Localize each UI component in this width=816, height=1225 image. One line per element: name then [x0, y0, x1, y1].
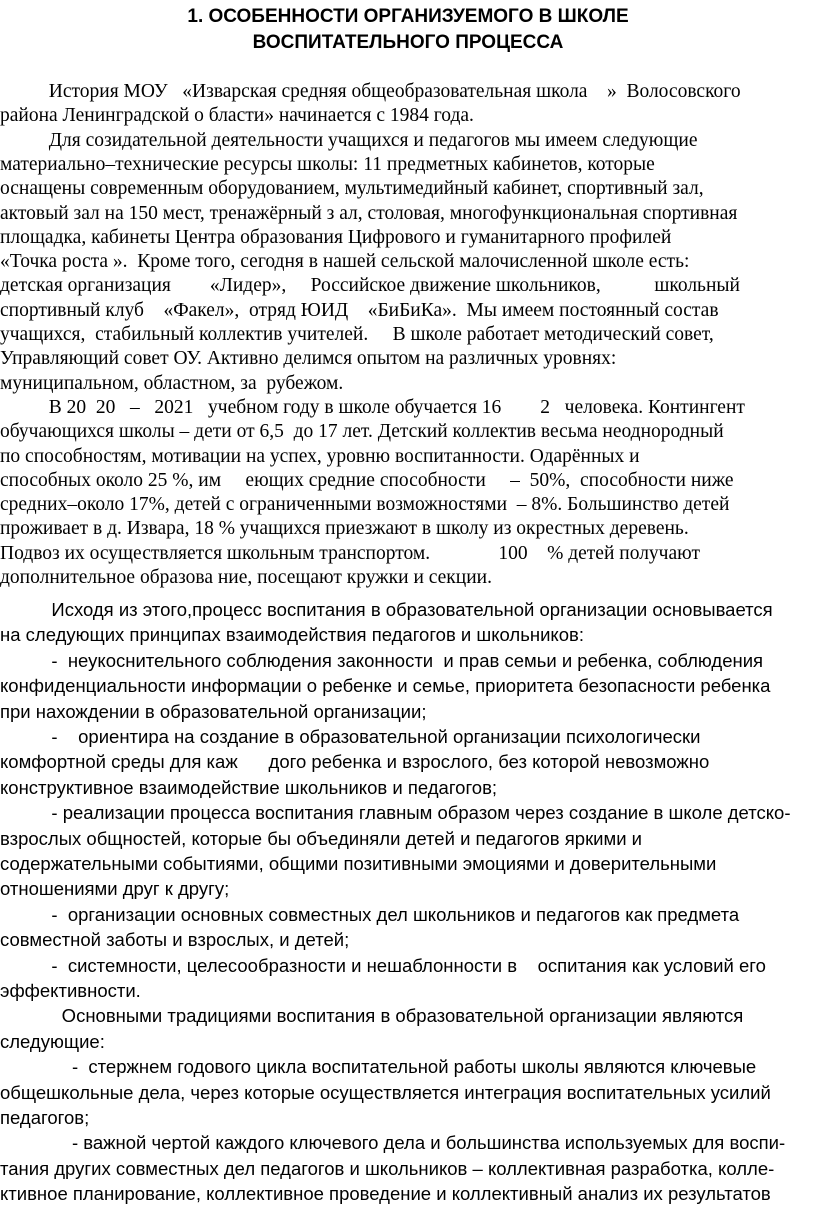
text-line: совместной заботы и взрослых, и детей; [0, 929, 350, 951]
text-line: комфортной среды для каж дого ребенка и взрослого, без которой невозможно [0, 751, 710, 773]
text-line: детская организация «Лидер», Российское движение школьников, школьный [0, 275, 740, 297]
text-line: Управляющий совет ОУ. Активно делимся опытом на различных уровнях: [0, 348, 617, 370]
text-line: обучающихся школы – дети от 6,5 до 17 лет. Детский коллектив весьма неоднородный [0, 421, 724, 443]
text-line: района Ленинградской о бласти» начинается с 1984 года. [0, 105, 474, 127]
text-line: - системности, целесообразности и нешаблонности в оспитания как условий его [0, 954, 766, 976]
text-line: муниципальном, областном, за рубежом. [0, 372, 344, 394]
text-line: Для созидательной деятельности учащихся и педагогов мы имеем следующие [0, 129, 698, 151]
text-line: - организации основных совместных дел школьников и педагогов как предмета [0, 903, 740, 925]
text-line: тания других совместных дел педагогов и школьников – коллективная разработка, колле- [0, 1157, 775, 1179]
text-line: ктивное планирование, коллективное проведение и коллективный анализ их результатов [0, 1183, 771, 1205]
text-line: «Точка роста ». Кроме того, сегодня в нашей сельской малочисленной школе есть: [0, 251, 690, 273]
text-line: - важной чертой каждого ключевого дела и большинства используемых для воспи- [0, 1132, 786, 1154]
text-line: оснащены современным оборудованием, мультимедийный кабинет, спортивный зал, [0, 178, 704, 200]
text-line: - ориентира на создание в образовательной организации психологически [0, 726, 701, 747]
text-line: конфиденциальности информации о ребенке и семье, приоритета безопасности ребенка [0, 675, 771, 697]
text-line: содержательными событиями, общими позитивными эмоциями и доверительными [0, 853, 717, 874]
text-line: по способностям, мотивации на успех, уровню воспитанности. Одарённых и [0, 445, 640, 467]
text-line: Подвоз их осуществляется школьным транспортом. 100 % детей получают [0, 542, 700, 564]
text-line: способных около 25 %, им еющих средние способности – 50%, способности ниже [0, 469, 734, 491]
text-line: - реализации процесса воспитания главным образом через создание в школе детско- [0, 802, 791, 824]
text-line: следующие: [0, 1030, 105, 1052]
text-line: актовый зал на 150 мест, тренажёрный з ал, столовая, многофункциональная спортивная [0, 202, 738, 224]
text-line: при нахождении в образовательной организации; [0, 700, 427, 722]
section-title-line-2: ВОСПИТАТЕЛЬНОГО ПРОЦЕССА [252, 32, 564, 53]
text-line: - неукоснительного соблюдения законности и прав семьи и ребенка, соблюдения [0, 649, 764, 671]
section-title-line-1: 1. ОСОБЕННОСТИ ОРГАНИЗУЕМОГО В ШКОЛЕ [187, 6, 629, 27]
text-line: эффективности. [0, 980, 141, 1001]
text-line: дополнительное образова ние, посещают кружки и секции. [0, 567, 492, 588]
text-line: В 20 20 – 2021 учебном году в школе обучается 16 2 человека. Контингент [0, 396, 745, 418]
text-line: педагогов; [0, 1107, 90, 1128]
text-line: площадка, кабинеты Центра образования Цифрового и гуманитарного профилей [0, 226, 672, 248]
text-line: отношениями друг к другу; [0, 878, 230, 900]
text-line: материально–технические ресурсы школы: 11 предметных кабинетов, которые [0, 153, 655, 175]
text-line: взрослых общностей, которые бы объединяли детей и педагогов яркими и [0, 827, 643, 849]
text-line: проживает в д. Извара, 18 % учащихся приезжают в школу из окрестных деревень. [0, 518, 689, 540]
text-line: средних–около 17%, детей с ограниченными возможностями – 8%. Большинство детей [0, 494, 730, 516]
text-line: История МОУ «Изварская средняя общеобразовательная школа » Волосовского [0, 81, 741, 102]
text-line: общешкольные дела, через которые осуществляется интеграция воспитательных усилий [0, 1081, 771, 1103]
text-line: на следующих принципах взаимодействия педагогов и школьников: [0, 624, 584, 646]
text-line: конструктивное взаимодействие школьников и педагогов; [0, 776, 498, 798]
text-line: Основными традициями воспитания в образовательной организации являются [0, 1005, 744, 1027]
text-line: Исходя из этого,процесс воспитания в образовательной организации основывается [0, 599, 773, 620]
text-line: спортивный клуб «Факел», отряд ЮИД «БиБиКа». Мы имеем постоянный состав [0, 299, 719, 321]
text-line: - стержнем годового цикла воспитательной работы школы являются ключевые [0, 1056, 757, 1078]
text-line: учащихся, стабильный коллектив учителей. В школе работает методический совет, [0, 324, 714, 345]
